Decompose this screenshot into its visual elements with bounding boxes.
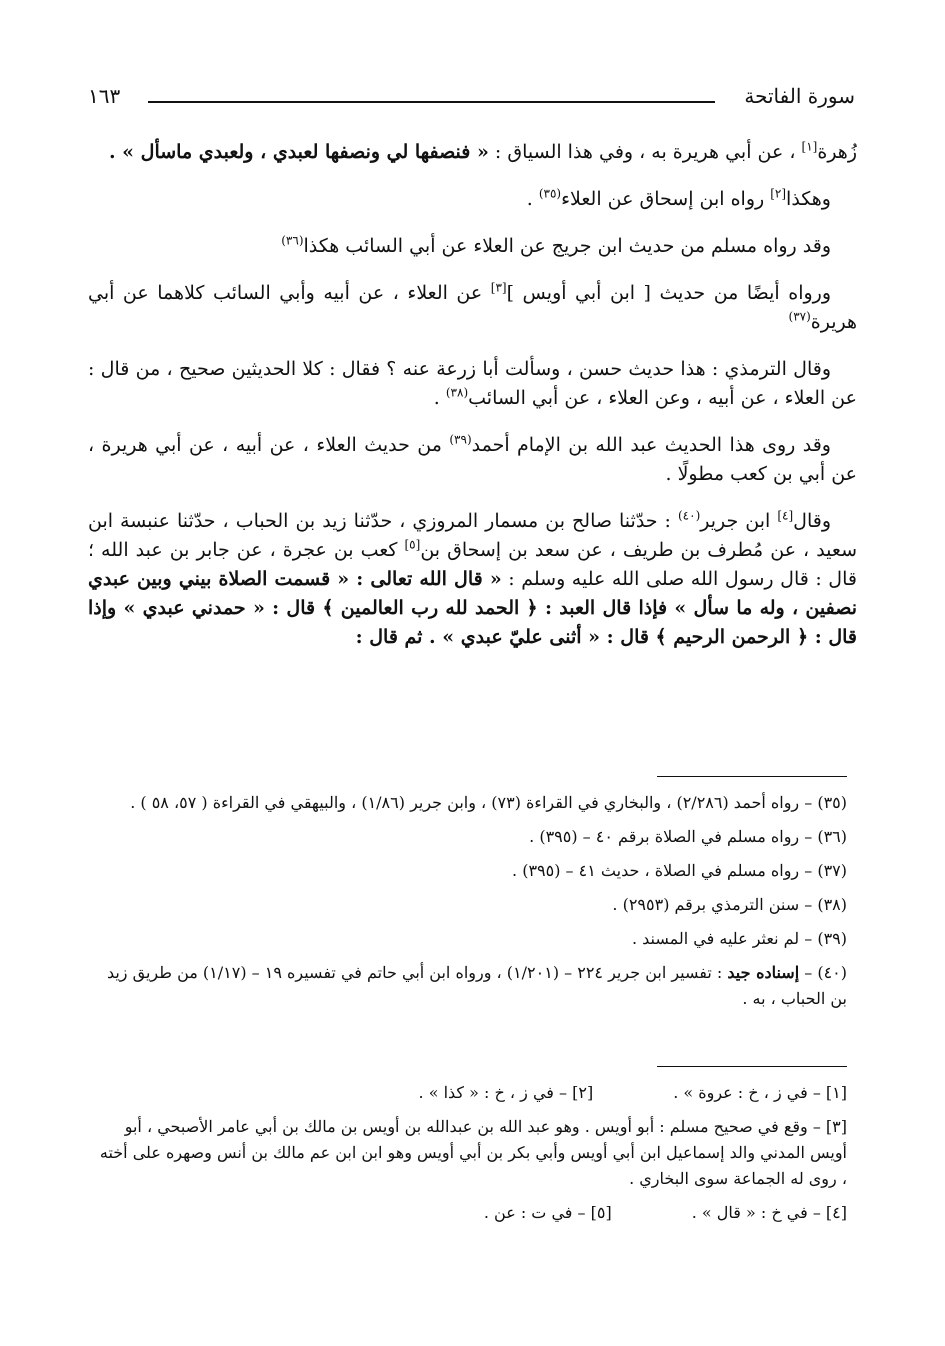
footnote-ref: (٣٨)	[445, 385, 469, 400]
text-run: .	[433, 387, 446, 409]
footnote-ref: (٣٦)	[281, 233, 304, 248]
text-run: رواه ابن إسحاق عن العلاء	[561, 188, 771, 210]
paragraph	[88, 138, 857, 167]
footnote-ref: (٣٩)	[449, 432, 472, 447]
paragraph	[88, 232, 857, 261]
footnote-ref: (٣٥)	[538, 186, 562, 201]
text-run: ابن جرير	[700, 510, 778, 532]
text-run: .	[526, 188, 539, 210]
variant-row	[92, 1080, 847, 1106]
footnote-ref: [٣]	[490, 280, 507, 295]
footnote-text: : تفسير ابن جرير ٢٢٤ – (١/٢٠١) ، ورواه ابن أبي حاتم في تفسيره ١٩ – (١/١٧) من طريق زيد بن الحباب ، به .	[106, 963, 847, 1008]
text-run: ورواه أيضًا من حديث [ ابن أبي أويس ]	[506, 282, 831, 304]
text-run: ، عن أبي هريرة به ، وفي هذا السياق :	[488, 141, 802, 163]
text-run: من حديث العلاء ، عن أبيه ، عن أبي هريرة ، عن أبي بن كعب مطولًا .	[88, 434, 857, 485]
variant-note: [٢] – في ز ، خ : « كذا » .	[418, 1083, 594, 1102]
variant-notes	[92, 1080, 847, 1234]
variant-row	[92, 1200, 847, 1226]
footnote-bold: إسناده جيد	[727, 963, 800, 982]
footnote-ref: [٥]	[404, 537, 421, 552]
variant-note: [٥] – في ت : عن .	[483, 1203, 612, 1222]
footnote: (٣٨) – سنن الترمذي برقم (٢٩٥٣) .	[612, 895, 847, 914]
quote-bold: « قال الله تعالى : « قسمت الصلاة بيني وبين عبدي نصفين ، وله ما سأل » فإذا قال العبد : ﴿ الحمد لله رب العالمين ﴾ قال : « حمدني عبدي » وإذا قال : ﴿ الرحمن الرحيم ﴾ قال : « أثنى عليّ عبدي » . ثم قال :	[88, 568, 857, 648]
footnote-separator	[657, 776, 847, 777]
footnote-ref: (٣٧)	[788, 309, 811, 324]
text-run: : حدّثنا صالح بن مسمار المروزي ، حدّثنا زيد بن الحباب ، حدّثنا عنبسة ابن سعيد ، عن مُطرف بن طريف ، عن سعد بن إسحاق بن	[88, 510, 858, 561]
paragraph	[88, 355, 857, 413]
footnote-ref: [٢]	[770, 186, 787, 201]
variant-note: [١] – في ز ، خ : عروة » .	[673, 1083, 847, 1102]
variant-note: [٤] – في خ : « قال » .	[691, 1203, 847, 1222]
paragraph	[88, 507, 857, 652]
footnote: (٣٧) – رواه مسلم في الصلاة ، حديث ٤١ – (٣٩٥) .	[512, 861, 847, 880]
text-run: وقد رواه مسلم من حديث ابن جريج عن العلاء عن أبي السائب هكذا	[303, 235, 831, 257]
text-run: كعب بن عجرة ، عن جابر بن عبد الله ؛ قال : قال رسول الله صلى الله عليه وسلم :	[88, 539, 857, 590]
page-header	[88, 84, 855, 118]
footnote	[92, 960, 847, 1012]
header-rule	[148, 101, 715, 103]
footnote-number: (٤٠) –	[799, 963, 847, 982]
paragraph	[88, 431, 857, 489]
quote-bold: « فنصفها لي ونصفها لعبدي ، ولعبدي ماسأل » .	[108, 141, 489, 163]
footnote-ref: (٤٠)	[677, 508, 701, 523]
page-number: ١٦٣	[88, 84, 121, 108]
footnote: (٣٥) – رواه أحمد (٢/٢٨٦) ، والبخاري في القراءة (٧٣) ، وابن جرير (١/٨٦) ، والبيهقي في القراءة ( ٥٧، ٥٨ ) .	[130, 793, 847, 812]
variants-separator	[657, 1066, 847, 1067]
paragraph	[88, 185, 857, 214]
footnotes	[92, 790, 847, 1020]
text-run: وهكذا	[786, 188, 831, 210]
text-run: وقال الترمذي : هذا حديث حسن ، وسألت أبا زرعة عنه ؟ فقال : كلا الحديثين صحيح ، من قال : عن العلاء ، عن أبيه ، وعن العلاء ، عن أبي السائب	[88, 358, 857, 409]
running-title: سورة الفاتحة	[744, 84, 855, 108]
footnote: (٣٩) – لم نعثر عليه في المسند .	[631, 929, 847, 948]
text-run: وقال	[793, 510, 832, 532]
footnote-ref: [١]	[801, 139, 818, 154]
main-text	[88, 138, 857, 670]
text-run: زُهرة	[817, 141, 857, 163]
paragraph	[88, 279, 857, 337]
footnote-ref: [٤]	[777, 508, 794, 523]
footnote: (٣٦) – رواه مسلم في الصلاة برقم ٤٠ – (٣٩٥) .	[529, 827, 847, 846]
text-run: وقد روى هذا الحديث عبد الله بن الإمام أحمد	[471, 434, 831, 456]
text-run: عن العلاء ، عن أبيه وأبي السائب كلاهما عن أبي هريرة	[88, 282, 857, 333]
variant-note: [٣] – وقع في صحيح مسلم : أبو أويس . وهو عبد الله بن عبدالله بن أويس بن مالك بن أبي عامر الأصبحي ، أبو أويس المدني والد إسماعيل ابن أبي أويس وأبي بكر بن أبي أويس وهو ابن ابن عم مالك بن أنس وصهره على أخته ، روى له الجماعة سوى البخاري .	[99, 1117, 847, 1188]
